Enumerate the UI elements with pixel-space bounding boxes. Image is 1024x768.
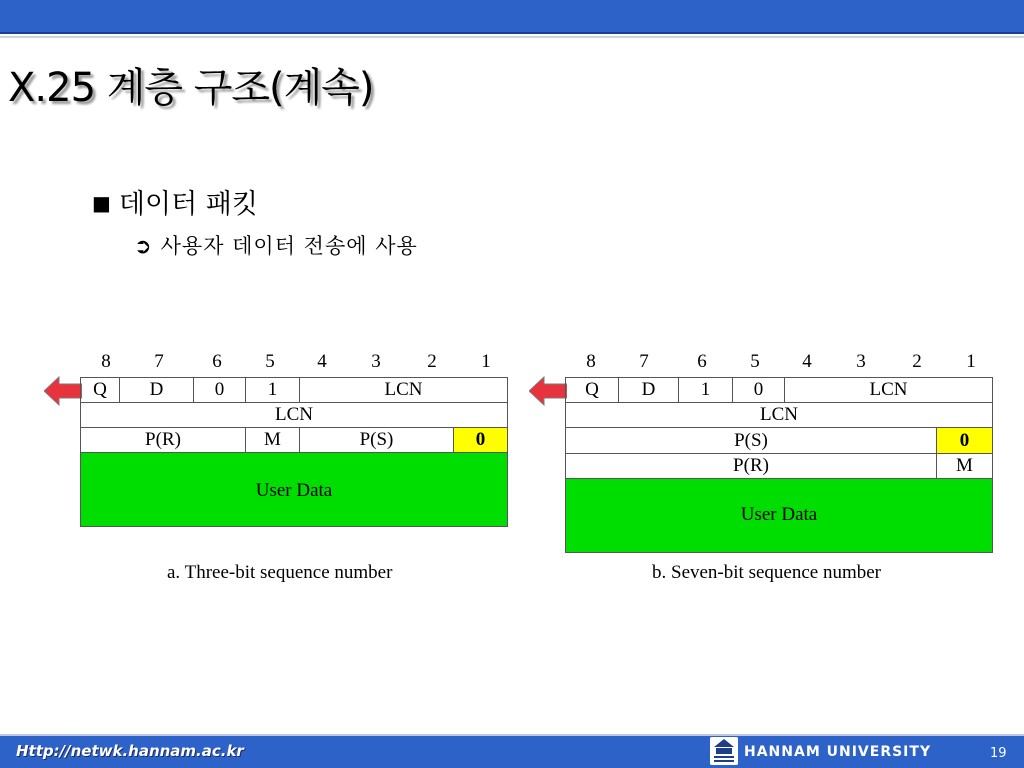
user-data-block: User Data — [80, 452, 508, 527]
header-row-4 — [565, 453, 993, 478]
bit5-cell: 0 — [732, 378, 784, 402]
m-cell: M — [245, 428, 299, 452]
header-row-3 — [80, 427, 508, 452]
ps-cell: P(S) — [299, 428, 453, 452]
header-row-2 — [565, 402, 993, 427]
bit-label: 2 — [427, 351, 437, 372]
bit-number-row — [80, 351, 508, 373]
m-cell: M — [936, 454, 992, 478]
bit5-cell: 1 — [245, 378, 299, 402]
slide-title: X.25 계층 구조(계속) — [8, 65, 374, 111]
top-divider — [0, 36, 1024, 38]
bit-label: 3 — [856, 351, 866, 372]
lcn-group-cell: LCN — [784, 378, 992, 402]
bit-label: 4 — [317, 351, 327, 372]
bit-label: 8 — [101, 351, 111, 372]
bit-label: 7 — [639, 351, 649, 372]
arrow-bullet-icon: ➲ — [134, 234, 153, 258]
bullet-item — [92, 182, 258, 221]
bit-label: 7 — [154, 351, 164, 372]
header-row-2 — [80, 402, 508, 427]
hannam-logo-icon — [710, 737, 738, 765]
bit-label: 5 — [265, 351, 275, 372]
q-bit-cell: Q — [93, 379, 107, 400]
bit-label: 6 — [697, 351, 707, 372]
bit-number-row — [565, 351, 993, 373]
sub-bullet-text: 사용자 데이터 전송에 사용 — [160, 234, 418, 258]
header-row-1 — [80, 377, 508, 402]
type-flag-cell: 0 — [453, 428, 507, 452]
bit-label: 4 — [802, 351, 812, 372]
top-bar — [0, 0, 1024, 34]
bit-label: 2 — [912, 351, 922, 372]
ps-cell: P(S) — [734, 429, 768, 451]
left-arrow-icon — [529, 376, 567, 406]
bit-label: 8 — [586, 351, 596, 372]
type-flag-cell: 0 — [936, 428, 992, 453]
d-bit-cell: D — [119, 378, 193, 402]
bit-label: 1 — [966, 351, 976, 372]
bit-label: 1 — [481, 351, 491, 372]
pr-cell: P(R) — [733, 455, 769, 476]
figure-caption: a. Three-bit sequence number — [167, 562, 393, 583]
lcn-cell: LCN — [760, 404, 798, 425]
user-data-block: User Data — [565, 478, 993, 553]
sub-bullet-item — [134, 230, 418, 260]
bit-label: 3 — [371, 351, 381, 372]
pr-cell: P(R) — [145, 429, 181, 450]
bit-label: 6 — [212, 351, 222, 372]
square-bullet-icon: ■ — [92, 191, 111, 215]
bullet-text: 데이터 패킷 — [118, 189, 258, 220]
q-bit-cell: Q — [585, 379, 599, 400]
bit6-cell: 1 — [678, 378, 732, 402]
footer-url-link[interactable]: Http://netwk.hannam.ac.kr — [16, 742, 244, 760]
bit6-cell: 0 — [193, 378, 245, 402]
lcn-group-cell: LCN — [299, 378, 507, 402]
left-arrow-icon — [44, 376, 82, 406]
header-row-1 — [565, 377, 993, 402]
footer-university-name: HANNAM UNIVERSITY — [744, 744, 932, 760]
header-row-3 — [565, 427, 993, 453]
lcn-cell: LCN — [275, 404, 313, 425]
d-bit-cell: D — [618, 378, 678, 402]
page-number: 19 — [990, 746, 1007, 761]
bit-label: 5 — [750, 351, 760, 372]
figure-caption: b. Seven-bit sequence number — [652, 562, 881, 583]
